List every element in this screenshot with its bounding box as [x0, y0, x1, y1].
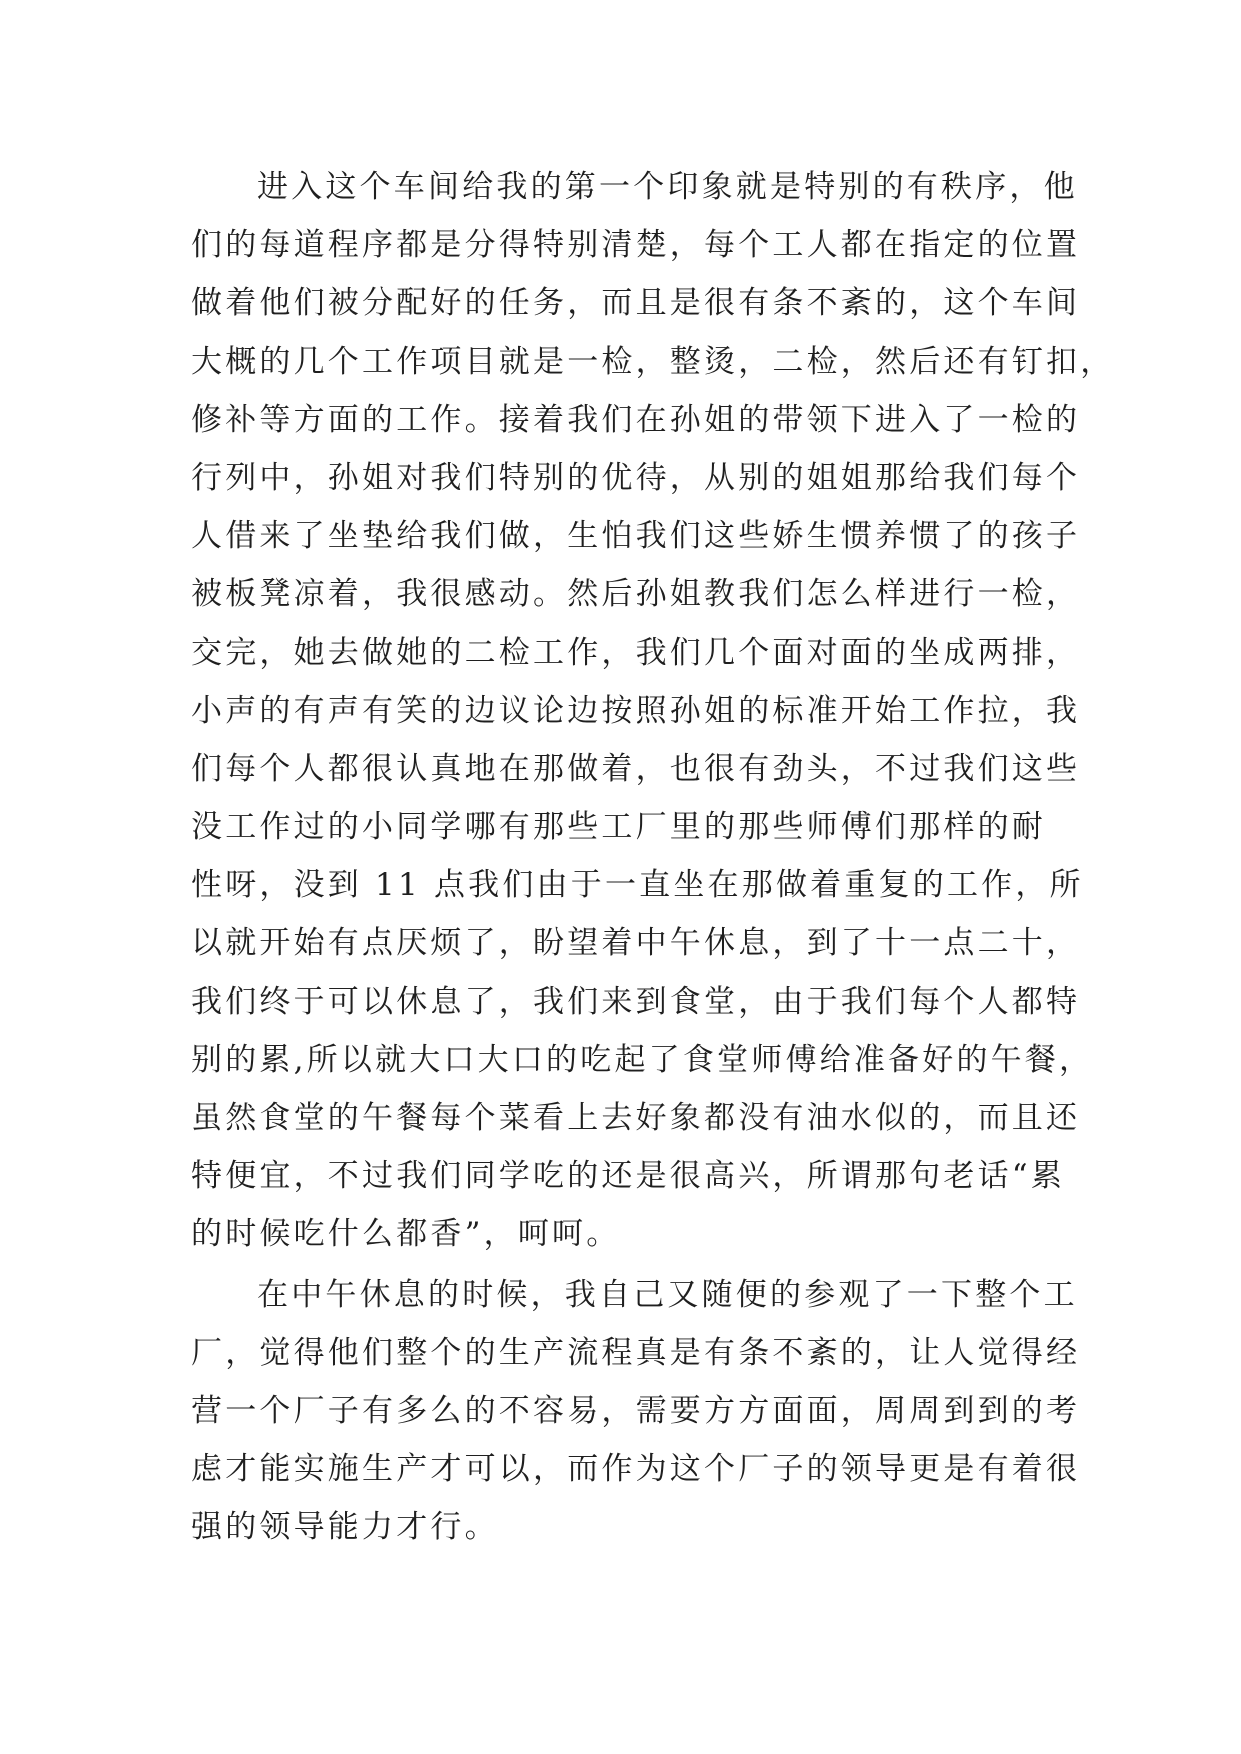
text-line: 别的累,所以就大口大口的吃起了食堂师傅给准备好的午餐， [191, 1041, 1094, 1078]
paragraph-1 [191, 158, 1115, 1264]
text-line: 特便宜，不过我们同学吃的还是很高兴，所谓那句老话“累 [191, 1158, 1066, 1195]
text-line: 虑才能实施生产才可以，而作为这个厂子的领导更是有着很 [191, 1451, 1081, 1488]
text-line: 营一个厂子有多么的不容易，需要方方面面，周周到到的考 [191, 1392, 1081, 1429]
text-line: 强的领导能力才行。 [191, 1509, 499, 1546]
text-line: 以就开始有点厌烦了，盼望着中午休息，到了十一点二十， [191, 925, 1081, 962]
text-line: 人借来了坐垫给我们做，生怕我们这些娇生惯养惯了的孩子 [191, 518, 1081, 555]
text-line: 没工作过的小同学哪有那些工厂里的那些师傅们那样的耐 [191, 809, 1046, 846]
text-line: 虽然食堂的午餐每个菜看上去好象都没有油水似的，而且还 [191, 1100, 1081, 1136]
text-line: 交完，她去做她的二检工作，我们几个面对面的坐成两排， [191, 634, 1081, 671]
text-line: 进入这个车间给我的第一个印象就是特别的有秩序，他 [257, 169, 1078, 205]
text-line: 们的每道程序都是分得特别清楚，每个工人都在指定的位置 [191, 227, 1081, 264]
text-line: 修补等方面的工作。接着我们在孙姐的带领下进入了一检的 [191, 401, 1081, 438]
text-line: 我们终于可以休息了，我们来到食堂，由于我们每个人都特 [191, 983, 1081, 1020]
text-line: 做着他们被分配好的任务，而且是很有条不紊的，这个车间 [191, 285, 1081, 322]
text-line: 们每个人都很认真地在那做着，也很有劲头，不过我们这些 [191, 750, 1081, 787]
text-line: 厂，觉得他们整个的生产流程真是有条不紊的，让人觉得经 [191, 1334, 1081, 1371]
text-line: 的时候吃什么都香”，呵呵。 [191, 1216, 621, 1253]
paragraph-2 [191, 1266, 1081, 1557]
text-line: 小声的有声有笑的边议论边按照孙姐的标准开始工作拉，我 [191, 692, 1081, 729]
text-line: 在中午休息的时候，我自己又随便的参观了一下整个工 [257, 1276, 1078, 1313]
document-body [191, 158, 1115, 1557]
text-line: 性呀，没到 11 点我们由于一直坐在那做着重复的工作，所 [191, 867, 1084, 904]
text-line: 行列中，孙姐对我们特别的优待，从别的姐姐那给我们每个 [191, 459, 1081, 496]
text-line: 大概的几个工作项目就是一检，整烫，二检，然后还有钉扣， [191, 343, 1115, 380]
text-line: 被板凳凉着，我很感动。然后孙姐教我们怎么样进行一检， [191, 576, 1081, 613]
